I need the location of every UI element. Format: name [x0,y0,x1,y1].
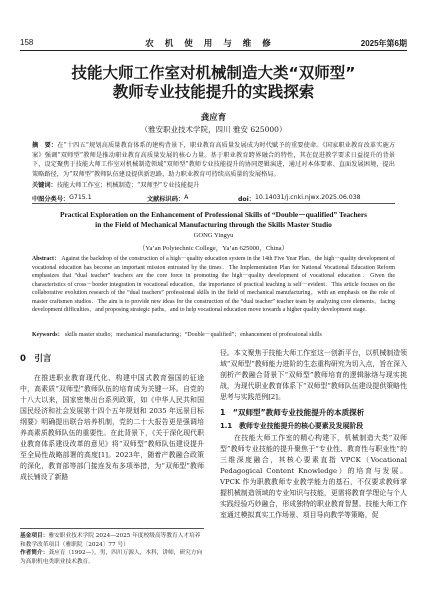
doi-value: 10.14031/j.cnki.njwx.2025.06.038 [255,194,361,201]
section-heading-introduction: 0 引言 [20,354,52,364]
classification-line [32,194,395,204]
body-paragraph: 在技能大师工作室的精心构建下，机械制造大类“双师型”教师专业技能的提升聚焦于“专业性、教育性与职业性”的三维深度融合，其核心要素直指 VPCK（Vocational Pedagogical Content Knowledge）的培育与发展。VPCK 作为职教教师专业教学能力的基石，不仅要求教师掌握机械制造领域的专业知识与技能，更需将教育学理论与个人实践经验巧妙融合，形成独特的职业教育智慧。技能大师工作室通过模拟真实工作场景、项目导向教学等策略，促 [220,434,407,519]
doc-code-value: A [184,194,189,201]
author-affiliation: （雅安职业技术学院，四川 雅安 625000） [140,125,287,134]
body-column-left [20,348,204,483]
keywords-en [32,331,395,339]
fund-text: 雅安职业技术学院 2024—2025 年度校级高等教育人才培养和教学改革项目（雅职院〔2024〕77 号） [20,533,201,548]
body-paragraph: 在推进职业教育现代化、构建中国式教育强国的征途中，高素质“双师型”教师队伍的培育成为关键一环。自党的十八大以来，国家密集出台系列政策，如《中华人民共和国国民经济和社会发展第十四个五年规划和 2035 年远景目标纲要》明确提出联合培养机制，党的二十大报告更是强调培养高素质教师队伍的重要性。在此背景下，《关于深化现代职业教育体系建设改革的意见》将“双师型”教师队伍建设提升至全局性战略部署的高度[1]。2023年，随着产教融合政策的深化，教育部等部门接连发布多项举措，为“双师型”教师成长铺设了新路 [20,374,204,481]
abstract-text: 在“十四五”规划高质量教育体系的建构背景下，职业教育高质量发展成为时代赋予的重要使命。《国家职业教育改革实施方案》强调“双师型”教师是推动职业教育高质量发展的核心力量。基于职业教育跨界融合的特性，其在促进教学要求日益提升的背景下，设定聚焦于技能大师工作室对机械制造领域“双师型”教师专业技能提升的协同逻辑演进，通过对本体要素、直面发展困境，提出策略路径，为“双师型”教师队伍建设提供新思路，助力职业教育可持续高质量的发展格局。 [32,142,396,178]
body-column-right [220,348,407,521]
article-title [20,64,407,102]
keywords-text: 技能大师工作室；机械制造；“双师型”专业技能提升 [56,182,200,189]
bio-label: 作者简介： [20,550,49,556]
author-bio [20,549,204,566]
page-number: 158 [20,38,34,47]
abstract-cn [32,141,395,179]
english-keywords-text: skills master studio；mechanical manufacturing；“Double－qualified”；enhancement of professional skills [64,332,322,338]
keywords-cn [32,181,395,190]
section-heading-1: 1 “双师型”教师专业技能提升的本质探析 [220,408,365,417]
cls-label: 中图分类号： [32,196,70,203]
english-title-line-1: Practical Exploration on the Enhancement of Professional Skills of “Double－qualified” Teachers [60,210,367,219]
bio-text: 龚应育（1992—），男，四川万源人，本科，讲师，研究方向为高职机电类职业技术教育。 [20,550,203,565]
cls-value: G715.1 [69,194,92,201]
fund-label: 基金项目： [20,533,49,539]
title-line-1: 技能大师工作室对机械制造大类“双师型” [71,64,356,82]
english-author: GONG Yingyu [193,232,234,239]
footnote [20,528,204,566]
abstract-label: 摘 要： [32,142,58,149]
english-affiliation: （Ya’an Polytechnic College，Ya’an 625000，China） [138,245,289,252]
doi-label: doi： [238,196,255,203]
journal-name: 农机使用与维修 [145,39,282,49]
doc-code-label: 文献标识码： [147,196,185,203]
english-title [30,210,397,230]
english-abstract-label: Abstract： [32,256,61,262]
fund-note [20,532,204,549]
english-title-line-2: in the Field of Mechanical Manufacturing through the Skills Master Studio [95,220,332,229]
running-header [20,36,407,51]
english-keywords-label: Keywords： [32,332,64,338]
english-abstract-text: Against the backdrop of the construction of a high－quality education system in the 14th Five Year Plan，the high－quality development of vocational education has become an important mission entrusted by the times．The Implementation Plan for National Vocational Education Reform emphasizes that “dual teacher” teachers are the core force in promoting the high－quality development of vocational education．Given the characteristics of cross－border integration in vocational education，the importance of practical teaching is self－evident．This article focuses on the collaborative evolution research of the “dual teachers” professional skills in the field of mechanical manufacturing，with an emphasis on the role of master craftsmen studios．The aim is to provide new ideas for the construction of the “dual teacher” teacher team by analyzing core elements，facing development difficulties，and proposing strategic paths，and to help vocational education move towards a higher quality development stage． [32,256,396,313]
subsection-heading-1-1: 1.1 教师专业技能提升的核心要素及发展阶段 [220,422,364,430]
issue-label: 2025年第6期 [360,39,407,48]
keywords-label: 关键词： [32,182,57,189]
abstract-en [32,255,395,315]
body-paragraph: 径。本文聚焦于技能大师工作室这一创新平台，以机械制造领域“双师型”教师能力进阶的生态重构研究为切入点，旨在深入剖析产教融合背景下“双师型”教师培育的逻辑脉络与现实挑战，为现代职业教育体系下“双师型”教师队伍建设提供策略性思考与实践范例[2]。 [220,349,407,401]
title-line-2: 教师专业技能提升的实践探索 [112,83,315,101]
author-name: 龚应育 [200,113,227,123]
